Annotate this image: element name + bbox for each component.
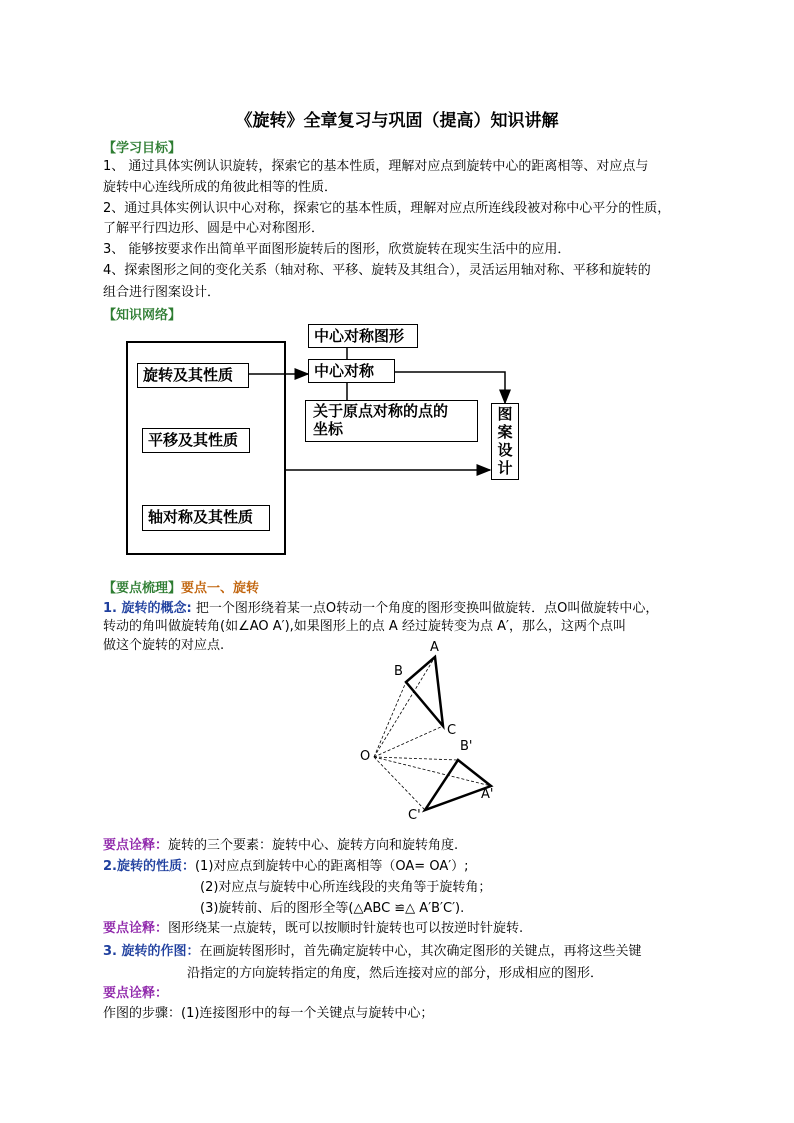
label-b: B [394,664,403,679]
drawing-label: 3. 旋转的作图： [103,944,200,959]
goal-line: 1、 通过具体实例认识旋转，探索它的基本性质，理解对应点到旋转中心的距离相等、对应点与 [103,159,649,174]
note-line [103,838,458,854]
steps-line: 作图的步骤：(1)连接图形中的每一个关键点与旋转中心； [103,1006,434,1021]
goal-line: 了解平行四边形、圆是中心对称图形． [103,221,325,236]
origin-line: 坐标 [313,420,344,438]
note-text: 旋转的三个要素：旋转中心、旋转方向和旋转角度. [168,838,459,853]
label-a: A [430,640,439,655]
concept-line: 做这个旋转的对应点. [103,638,225,653]
triangle-abc [406,657,443,726]
label-o: O [360,749,371,764]
origin-line: 关于原点对称的点的 [313,402,449,420]
box-central-symmetric-figure: 中心对称图形 [308,324,418,348]
box-axial-symmetry: 轴对称及其性质 [142,505,270,531]
points-heading-b: 要点一、旋转 [181,581,260,596]
dash-ob [374,682,406,757]
note-label: 要点诠释： [103,838,169,853]
note-line [103,986,168,1002]
label-b1: B' [460,739,473,754]
property-line: (3)旋转前、后的图形全等(△ABC ≌△ A′B′C′). [200,901,465,916]
drawing-line: 沿指定的方向旋转指定的角度，然后连接对应的部分，形成相应的图形． [187,966,604,981]
dash-oc [374,726,443,757]
note-text: 图形绕某一点旋转，既可以按顺时针旋转也可以按逆时针旋转. [168,921,524,936]
goal-line: 组合进行图案设计． [103,285,221,300]
triangle-a1b1c1 [425,760,494,810]
network-heading: 【知识网络】 [103,308,182,323]
box-central-symmetry: 中心对称 [308,359,395,383]
goal-line: 3、 能够按要求作出简单平面图形旋转后的图形，欣赏旋转在现实生活中的应用． [103,242,571,257]
property-text: (1)对应点到旋转中心的距离相等（OA= OA′）; [194,859,469,874]
box-translation: 平移及其性质 [142,428,250,453]
goals-heading: 【学习目标】 [103,141,182,156]
drawing-line [103,944,642,960]
dash-ob1 [374,757,458,760]
property-label: 2.旋转的性质： [103,859,195,874]
note-label: 要点诠释： [103,921,169,936]
goal-line: 旋转中心连线所成的角彼此相等的性质． [103,180,338,195]
page-title: 《旋转》全章复习与巩固（提高）知识讲解 [235,111,559,131]
goal-line: 2、通过具体实例认识中心对称，探索它的基本性质，理解对应点所连线段被对称中心平分的性质， [103,201,671,216]
design-char: 计 [497,459,513,477]
label-c: C [447,723,457,738]
design-char: 图 [497,405,513,423]
drawing-text: 在画旋转图形时，首先确定旋转中心，其次确定图形的关键点，再将这些关键 [199,944,642,959]
label-c1: C' [408,808,421,823]
design-char: 设 [497,441,513,459]
concept-text: 把一个图形绕着某一点O转动一个角度的图形变换叫做旋转．点O叫做旋转中心， [191,601,659,616]
note-line [103,921,523,937]
concept-label: 1. 旋转的概念: [103,601,192,616]
dash-oc1 [374,757,425,810]
box-rotation: 旋转及其性质 [137,363,249,388]
design-char: 案 [497,423,513,441]
concept-line: 转动的角叫做旋转角(如∠AO A′),如果图形上的点 A 经过旋转变为点 A′，那么，这两个点叫 [103,619,626,634]
label-a1: A' [481,787,494,802]
note-label: 要点诠释： [103,986,169,1001]
goal-line: 4、探索图形之间的变化关系（轴对称、平移、旋转及其组合），灵活运用轴对称、平移和旋转的 [103,263,651,278]
points-heading-a: 【要点梳理】 [103,581,182,596]
property-line [103,859,469,875]
property-line: (2)对应点与旋转中心所连线段的夹角等于旋转角； [200,880,492,895]
